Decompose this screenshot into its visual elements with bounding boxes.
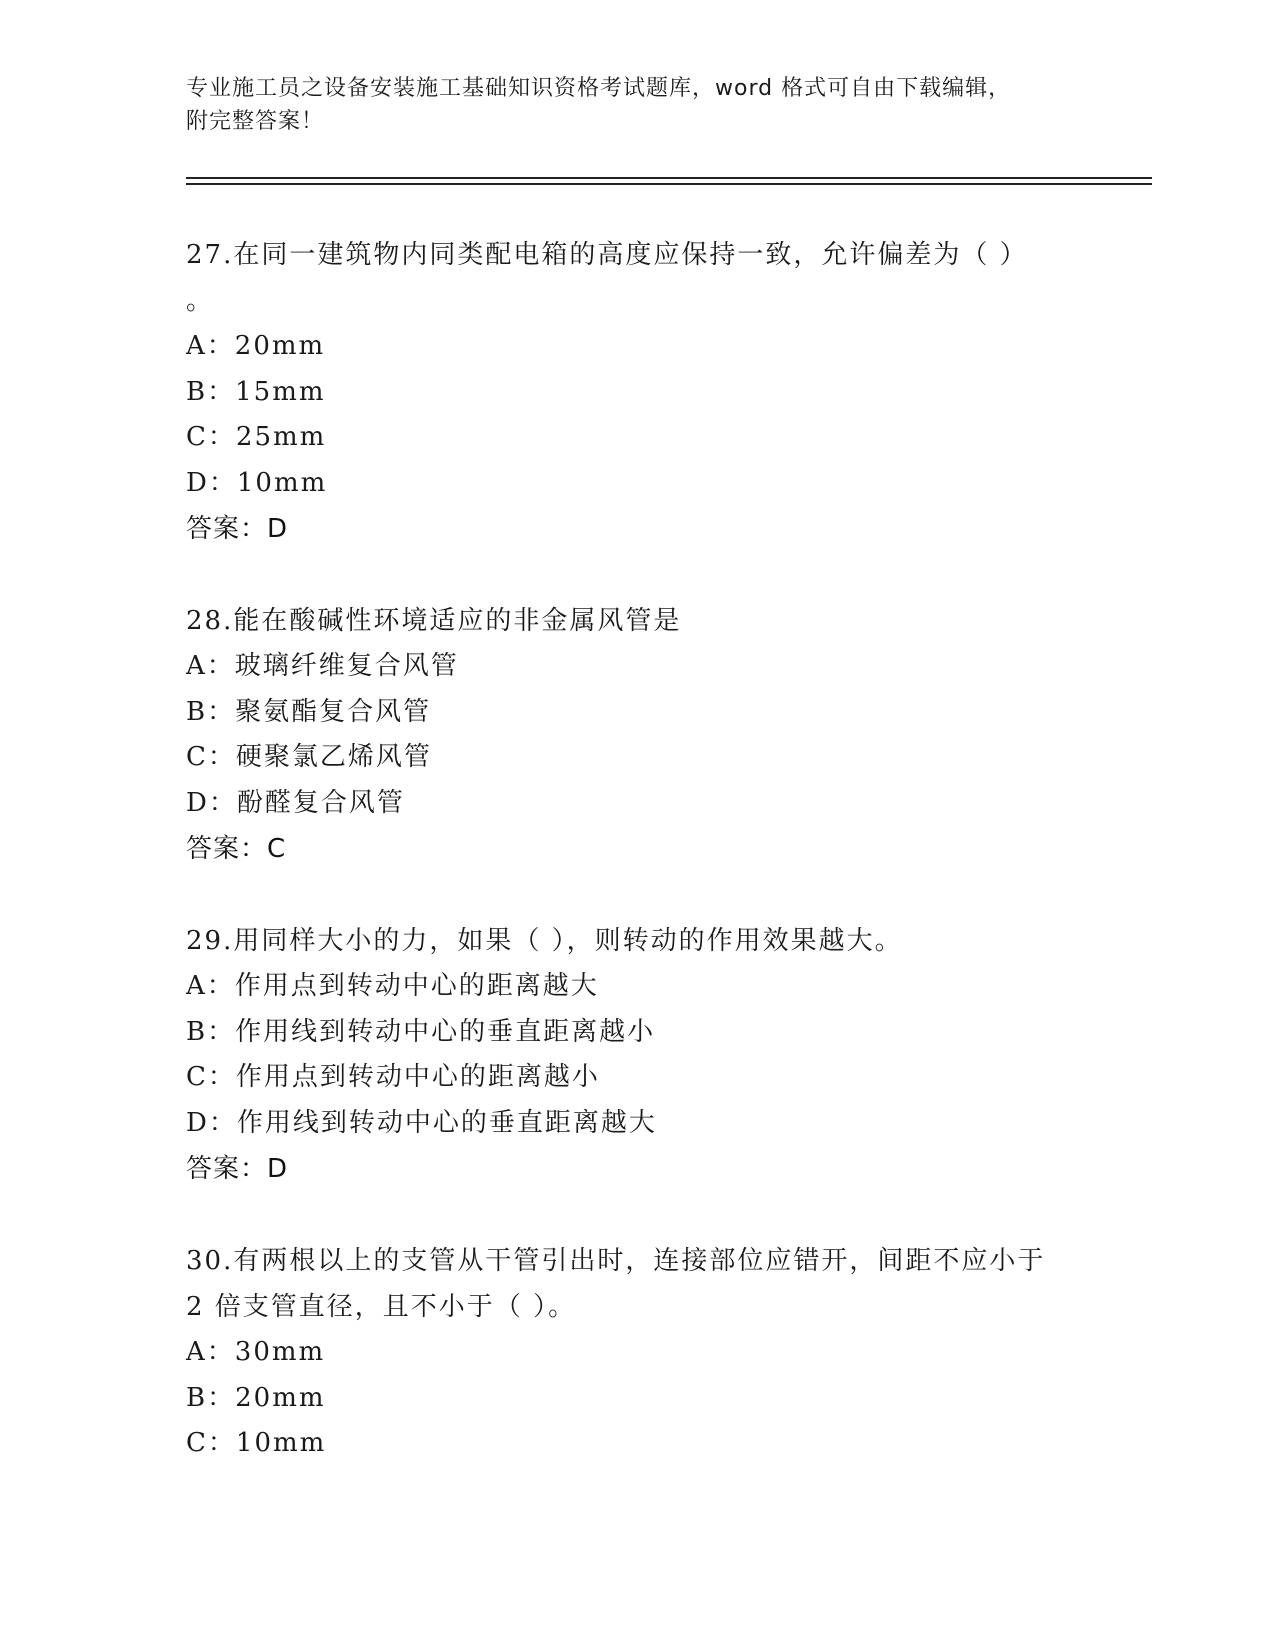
option-a [186,964,1086,1010]
answer-line: 答案：D [186,514,289,544]
option-c [186,1055,1086,1101]
option-text: 酚醛复合风管 [236,787,405,818]
question-29 [186,918,1086,1192]
document-header [186,72,1086,138]
option-a [186,1330,1086,1376]
question-stem: 29.用同样大小的力，如果（ ），则转动的作用效果越大。 [186,926,903,956]
option-letter: C： [186,1428,236,1458]
question-stem-continued: 2 倍支管直径，且不小于（ ）。 [186,1292,577,1322]
question-stem: 28.能在酸碱性环境适应的非金属风管是 [186,606,682,636]
option-text: 作用点到转动中心的距离越大 [234,971,599,1001]
answer-line: 答案：D [186,1154,289,1184]
option-d [186,1101,1086,1147]
option-letter: B： [186,1382,236,1413]
header-divider-top [186,177,1152,179]
option-b [186,1376,1086,1422]
option-text: 30mm [234,1337,326,1367]
header-title-line-2: 附完整答案！ [186,109,325,134]
question-28 [186,598,1086,872]
option-letter: A： [186,971,235,1001]
question-stem-continued: 。 [186,286,215,316]
question-stem: 30.有两根以上的支管从干管引出时，连接部位应错开，间距不应小于 [186,1246,1046,1276]
option-a [186,324,1086,370]
question-stem: 27.在同一建筑物内同类配电箱的高度应保持一致，允许偏差为（ ） [186,240,1028,270]
option-text: 作用点到转动中心的距离越小 [235,1062,600,1092]
answer-line: 答案：C [186,834,287,864]
option-letter: A： [186,651,235,681]
option-letter: C： [186,1062,236,1092]
option-text: 10mm [235,1428,327,1458]
option-text: 作用线到转动中心的垂直距离越小 [235,1016,656,1047]
option-letter: B： [186,696,236,727]
option-b [186,1010,1086,1056]
option-text: 聚氨酯复合风管 [235,696,432,727]
option-letter: D： [186,1107,237,1138]
option-text: 25mm [235,422,327,452]
option-text: 20mm [234,331,326,361]
option-text: 玻璃纤维复合风管 [234,651,459,681]
option-d [186,461,1086,507]
option-letter: B： [186,1016,236,1047]
header-title-line-1: 专业施工员之设备安装施工基础知识资格考试题库，word 格式可自由下载编辑， [186,76,1012,101]
option-c [186,1421,1086,1467]
option-letter: D： [186,467,237,498]
option-c [186,415,1086,461]
option-a [186,644,1086,690]
header-divider-bottom [186,183,1152,185]
option-letter: C： [186,422,236,452]
option-letter: A： [186,1337,235,1367]
option-b [186,690,1086,736]
option-d [186,781,1086,827]
option-text: 硬聚氯乙烯风管 [235,742,432,772]
option-letter: C： [186,742,236,772]
option-text: 作用线到转动中心的垂直距离越大 [236,1107,657,1138]
option-letter: A： [186,331,235,361]
option-letter: B： [186,376,236,407]
option-c [186,735,1086,781]
option-letter: D： [186,787,237,818]
option-text: 10mm [236,467,328,498]
option-b [186,370,1086,416]
option-text: 15mm [235,376,326,407]
question-27 [186,232,1086,552]
question-30 [186,1238,1086,1467]
option-text: 20mm [235,1382,326,1413]
